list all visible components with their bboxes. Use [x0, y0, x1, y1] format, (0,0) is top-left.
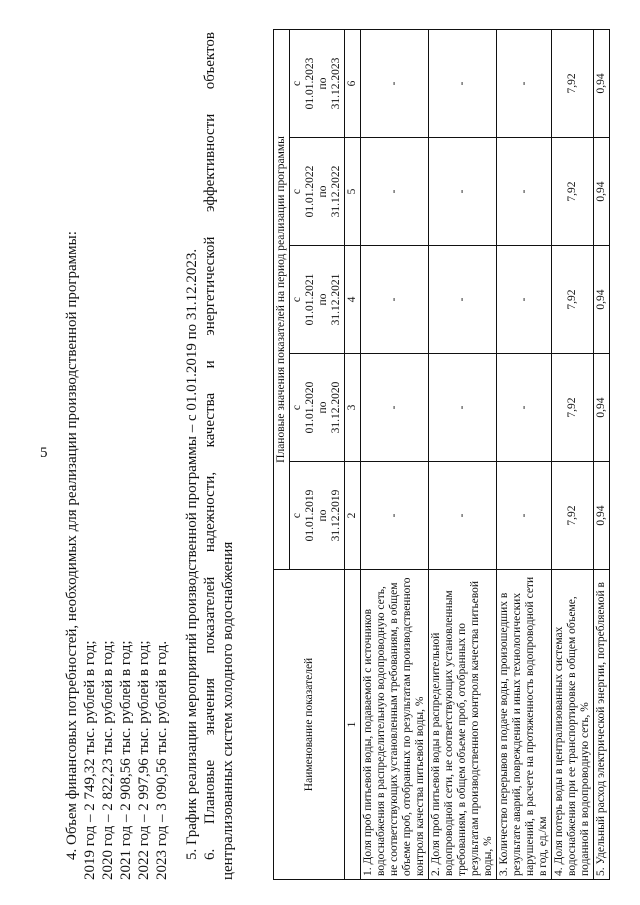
indicator-value: 7,92	[552, 462, 594, 570]
indicator-name: 3. Количество перерывов в подаче воды, произошедших в результате аварий, повреждений и иных технологических нарушений, в расчете на протяженность водопроводной сети в год, ед./км	[497, 570, 552, 880]
column-number: 3	[345, 354, 361, 462]
indicators-table	[273, 29, 610, 880]
indicator-value: 0,94	[594, 354, 610, 462]
indicator-value: 7,92	[552, 29, 594, 137]
indicator-value: 0,94	[594, 138, 610, 246]
indicator-value: -	[429, 138, 497, 246]
funding-2023: 2023 год – 3 090,56 тыс. рублей в год.	[154, 640, 170, 880]
indicator-value: -	[429, 354, 497, 462]
table-row	[429, 29, 497, 879]
indicator-value: 0,94	[594, 29, 610, 137]
indicator-value: -	[361, 29, 429, 137]
table-header-row	[274, 29, 290, 879]
indicator-value: -	[429, 462, 497, 570]
indicator-value: -	[361, 138, 429, 246]
section-6-heading: 6. Плановые значения показателей надежности, качества и энергетической эффективности объектов	[202, 32, 218, 860]
column-number: 5	[345, 138, 361, 246]
section-6-heading-cont: централизованных систем холодного водоснабжения	[220, 541, 236, 880]
rotated-page-content	[55, 20, 640, 880]
indicator-value: -	[361, 246, 429, 354]
indicator-value: -	[497, 462, 552, 570]
indicator-name: 4. Доля потерь воды в централизованных системах водоснабжения при ее транспортировке в общем объеме, поданной в водопроводную сеть, %	[552, 570, 594, 880]
page-number: 5	[40, 445, 48, 461]
section-4-heading: 4. Объем финансовых потребностей, необходимых для реализации производственной программы:	[64, 231, 80, 860]
funding-2020: 2020 год – 2 822,23 тыс. рублей в год;	[100, 640, 116, 880]
table-row	[497, 29, 552, 879]
table-row	[552, 29, 594, 879]
indicator-name: 5. Удельный расход электрической энергии, потребляемой в	[594, 570, 610, 880]
column-number: 2	[345, 462, 361, 570]
period-header: с 01.01.2021 по 31.12.2021	[290, 246, 345, 354]
indicator-value: 7,92	[552, 138, 594, 246]
indicator-value: 7,92	[552, 354, 594, 462]
indicator-value: -	[497, 29, 552, 137]
indicator-value: 0,94	[594, 246, 610, 354]
funding-2022: 2022 год – 2 997,96 тыс. рублей в год;	[136, 640, 152, 880]
column-number: 1	[345, 570, 361, 880]
column-number-row	[345, 29, 361, 879]
indicator-value: -	[429, 29, 497, 137]
table-row	[361, 29, 429, 879]
indicator-name-header: Наименование показателей	[274, 570, 345, 880]
indicator-value: 7,92	[552, 246, 594, 354]
plan-values-header: Плановые значения показателей на период реализации программы	[274, 29, 290, 569]
column-number: 4	[345, 246, 361, 354]
period-header: с 01.01.2020 по 31.12.2020	[290, 354, 345, 462]
indicator-value: -	[429, 246, 497, 354]
table-row	[594, 29, 610, 879]
column-number: 6	[345, 29, 361, 137]
indicator-value: -	[497, 246, 552, 354]
indicator-value: -	[361, 354, 429, 462]
period-header: с 01.01.2022 по 31.12.2022	[290, 138, 345, 246]
funding-2021: 2021 год – 2 908,56 тыс. рублей в год;	[118, 640, 134, 880]
funding-2019: 2019 год – 2 749,32 тыс. рублей в год;	[82, 640, 98, 880]
indicator-value: -	[497, 354, 552, 462]
section-5-schedule: 5. График реализации мероприятий производственной программы – с 01.01.2019 по 31.12.2023.	[184, 248, 200, 860]
indicator-name: 2. Доля проб питьевой воды в распределительной водопроводной сети, не соответствующих установленным требованиям, в общем объеме проб, отобранных по результатам производственного контроля качества питьевой воды, %	[429, 570, 497, 880]
indicator-value: -	[497, 138, 552, 246]
indicator-value: -	[361, 462, 429, 570]
indicator-name: 1. Доля проб питьевой воды, подаваемой с источников водоснабжения в распределительную водопроводную сеть, не соответствующих установленным требованиям, в общем объеме проб, отобранных по результатам производственного контроля качества питьевой воды, %	[361, 570, 429, 880]
period-header: с 01.01.2019 по 31.12.2019	[290, 462, 345, 570]
indicator-value: 0,94	[594, 462, 610, 570]
period-header: с 01.01.2023 по 31.12.2023	[290, 29, 345, 137]
